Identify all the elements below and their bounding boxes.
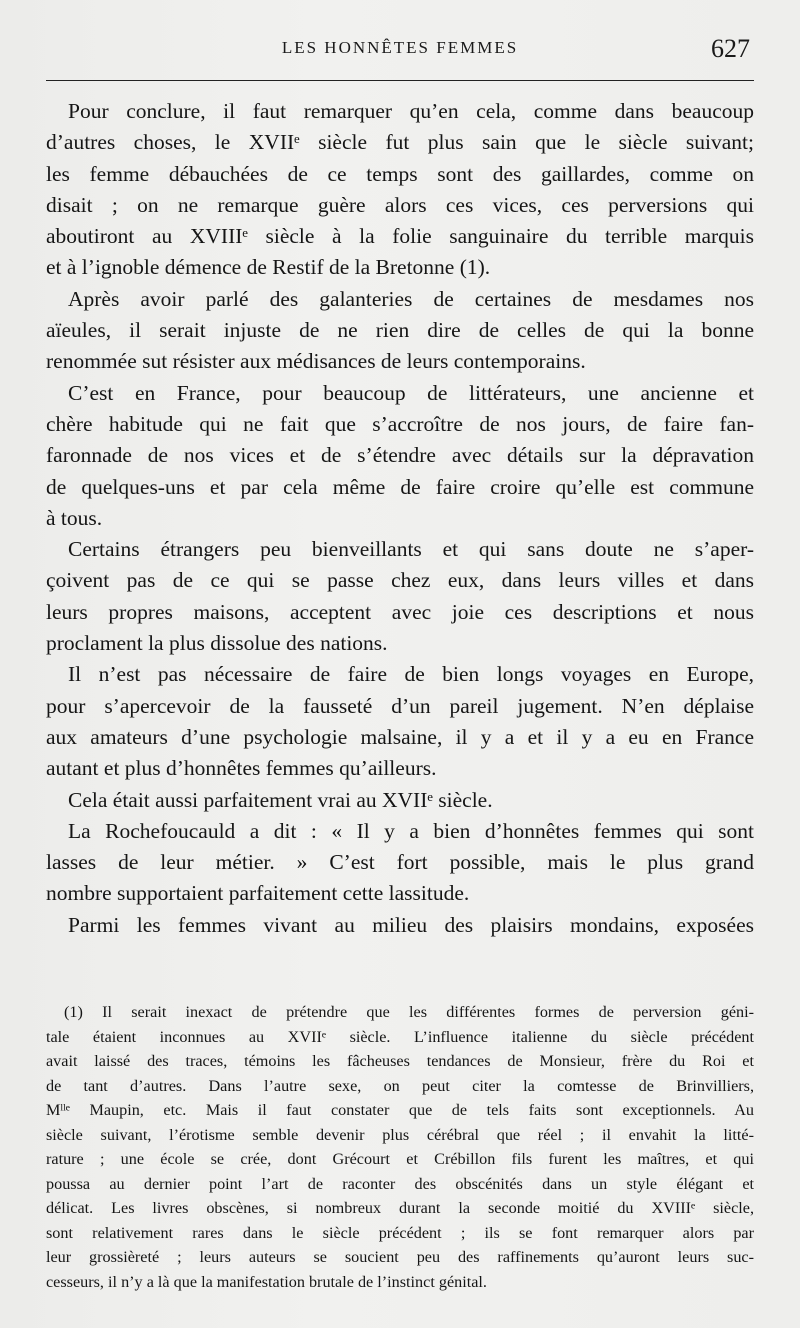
footnote-line: tale étaient inconnues au XVIIᵉ siècle. L’influence italienne du siècle précédent xyxy=(46,1027,754,1046)
body-line: de quelques-uns et par cela même de faire croire qu’elle est commune xyxy=(46,474,754,499)
body-line: faronnade de nos vices et de s’étendre avec détails sur la dépravation xyxy=(46,443,754,468)
body-line: Pour conclure, il faut remarquer qu’en cela, comme dans beaucoup xyxy=(68,99,754,123)
body-line: La Rochefoucauld a dit : « Il y a bien d’honnêtes femmes qui sont xyxy=(68,818,754,843)
body-line: à tous. xyxy=(46,505,103,530)
footnote-line: avait laissé des traces, témoins les fâcheuses tendances de Monsieur, frère du Roi et xyxy=(46,1052,754,1070)
body-line: Après avoir parlé des galanteries de certaines de mesdames nos xyxy=(68,286,754,311)
body-line: proclament la plus dissolue des nations. xyxy=(46,631,388,656)
body-line: leurs propres maisons, acceptent avec joie ces descriptions et nous xyxy=(46,599,754,624)
footnote-line: sont relativement rares dans le siècle précédent ; ils se font remarquer alors par xyxy=(46,1223,754,1242)
body-line: renommée sut résister aux médisances de leurs contemporains. xyxy=(46,349,586,374)
body-line: çoivent pas de ce qui se passe chez eux, dans leurs villes et dans xyxy=(46,568,754,593)
body-line: Cela était aussi parfaitement vrai au XVIIᵉ siècle. xyxy=(68,787,493,812)
body-line: C’est en France, pour beaucoup de littérateurs, une ancienne et xyxy=(68,380,754,405)
page-number: 627 xyxy=(711,34,750,63)
footnote-line: (1) Il serait inexact de prétendre que les différentes formes de perversion géni- xyxy=(64,1003,754,1021)
body-line: Il n’est pas nécessaire de faire de bien longs voyages en Europe, xyxy=(68,662,754,687)
body-line: Certains étrangers peu bienveillants et qui sans doute ne s’aper- xyxy=(68,537,754,562)
footnote-line: de tant d’autres. Dans l’autre sexe, on peut citer la comtesse de Brinvilliers, xyxy=(46,1076,754,1095)
body-line: et à l’ignoble démence de Restif de la Bretonne (1). xyxy=(46,255,491,280)
body-text xyxy=(46,96,754,941)
running-title: LES HONNÊTES FEMMES xyxy=(281,38,519,57)
body-line: autant et plus d’honnêtes femmes qu’ailleurs. xyxy=(46,756,437,781)
body-line: aïeules, il serait injuste de ne rien dire de celles de qui la bonne xyxy=(46,318,754,343)
body-line: aux amateurs d’une psychologie malsaine, il y a et il y a eu en France xyxy=(46,724,754,749)
body-line: chère habitude qui ne fait que s’accroître de nos jours, de faire fan- xyxy=(46,411,754,436)
body-line: nombre supportaient parfaitement cette lassitude. xyxy=(46,881,470,906)
body-line: aboutiront au XVIIIᵉ siècle à la folie sanguinaire du terrible marquis xyxy=(46,224,754,249)
body-line: pour s’apercevoir de la fausseté d’un pareil jugement. N’en déplaise xyxy=(46,693,754,718)
body-line: les femme débauchées de ce temps sont des gaillardes, comme on xyxy=(46,161,754,186)
footnote-line: Mˡˡᵉ Maupin, etc. Mais il faut constater que de tels faits sont exceptionnels. Au xyxy=(46,1101,754,1119)
body-line: disait ; on ne remarque guère alors ces vices, ces perversions qui xyxy=(46,192,754,217)
footnote-line: poussa au dernier point l’art de raconter des obscénités dans un style élégant et xyxy=(46,1174,754,1193)
footnote xyxy=(46,1000,754,1294)
header-rule xyxy=(46,80,754,81)
footnote-line: cesseurs, il n’y a là que la manifestation brutale de l’instinct génital. xyxy=(46,1272,487,1291)
footnote-line: délicat. Les livres obscènes, si nombreux durant la seconde moitié du XVIIIᵉ siècle, xyxy=(46,1199,754,1217)
footnote-line: rature ; une école se crée, dont Grécourt et Crébillon fils furent les maîtres, et qui xyxy=(46,1150,754,1168)
running-head xyxy=(46,36,754,66)
body-line: Parmi les femmes vivant au milieu des plaisirs mondains, exposées xyxy=(68,912,754,937)
footnote-line: leur grossièreté ; leurs auteurs se soucient peu des raffinements qu’auront leurs suc- xyxy=(46,1248,754,1266)
footnote-line: siècle suivant, l’érotisme semble devenir plus cérébral que réel ; il envahit la litté- xyxy=(46,1125,754,1144)
body-line: lasses de leur métier. » C’est fort possible, mais le plus grand xyxy=(46,850,754,875)
body-line: d’autres choses, le XVIIᵉ siècle fut plus sain que le siècle suivant; xyxy=(46,130,754,155)
